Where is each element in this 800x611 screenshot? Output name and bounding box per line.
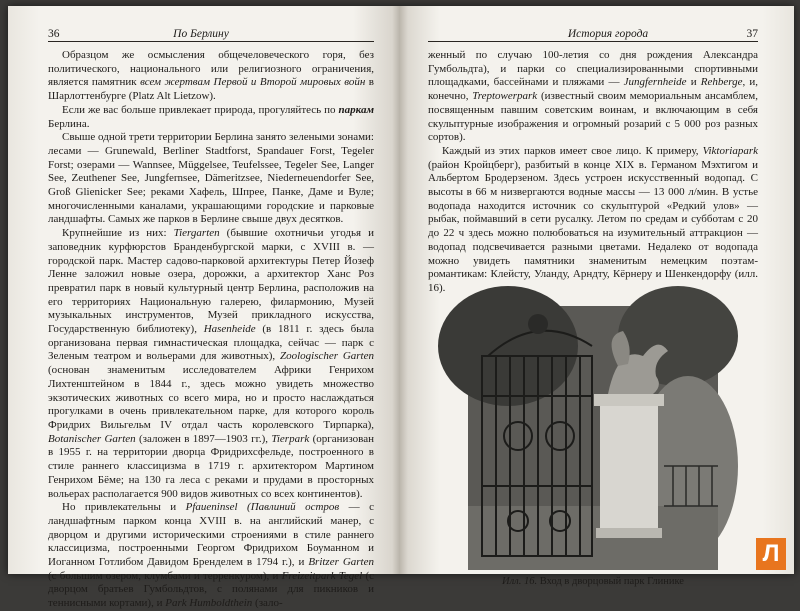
text-run: Zoologischer Garten xyxy=(279,350,374,363)
text-run: (зало- xyxy=(252,597,283,610)
park-gate-photo xyxy=(468,306,718,570)
text-run: (основан знаменитым исследователем Африки Генрихом Лихтенштейном в 1844 г., здесь можно увидеть множество экзотических животных со всего мира, но и просто наслаждаться прогулками в очень привлекательном парке, для которого король Фридрих Вильгельм IV отдал часть королевского Тирпарка), xyxy=(48,364,374,431)
text-run: (известный своим мемориальным ансамблем, посвященным павшим советским воинам, и включающим в себя скульптурные изображения и огромный розарий с 5 000 роз разных сортов). xyxy=(428,90,758,144)
text-run: Viktoriapark xyxy=(702,144,758,157)
right-page xyxy=(400,6,794,587)
text-run: Rehberge xyxy=(700,76,743,89)
paragraph xyxy=(48,501,374,611)
text-run: Крупнейшие из них: xyxy=(62,227,174,240)
text-run: Tierpark xyxy=(271,432,310,445)
text-run: — с ландшафтным парком конца XVIII в. на английский манер, с дворцом и другими историческими строениями в стиле раннего классицизма, построенными Георгом Фридрихом Боуманном и Иоганном Готлибом Давидом Бренделем в 1794 г.), и xyxy=(48,501,375,569)
figure-caption xyxy=(428,576,758,587)
book-spread xyxy=(8,6,794,610)
text-run: Pfaueninsel (Павлиний остров xyxy=(185,501,340,514)
text-run: (организован в 1955 г. на территории дворца Фридрихсфельде, построенного в стиле раннего классицизма в 1719 г. архитектором Мартином Генрихом Бёме; на 130 га леса с реками и прудами в просторных вольерах располагается 900 видов животных со всех континентов). xyxy=(48,432,375,500)
text-run: Но привлекательны и xyxy=(62,501,186,514)
running-title: История города xyxy=(567,28,649,40)
text-run: Если же вас больше привлекает природа, прогуляйтесь по xyxy=(62,103,339,116)
left-page xyxy=(8,6,400,610)
text-run: всем жертвам Первой и Второй мировых войн xyxy=(140,76,366,89)
text-run: Treptowerpark xyxy=(472,90,538,103)
text-run: Образцом же осмысления общечеловеческого горя, без политического, национального или религиозного ограничения, является памятник xyxy=(48,49,374,89)
running-title: По Берлину xyxy=(173,28,229,40)
text-run: (район Кройцберг), разбитый в конце XIX в. Германом Мэхтигом и Альбертом Бродерзеном. Здесь устроен искусственный водопад. С высоты в 66 м низвергаются водные массы — 13 000 л/мин. В устье водопада находится источник со скульптурой «Редкий улов» — рыбак, поймавший в сети русалку. Летом по средам и субботам с 20 до 22 ч здесь можно полюбоваться на изумительный аттракцион — водопад подсвечивается разными цветами. Недалеко от водопада можно увидеть памятники знаменитым немецким поэтам-романтикам: Клейсту, Уланду, Арндту, Кёрнеру и Шенкендорфу (илл. 16). xyxy=(428,158,758,294)
paragraph xyxy=(48,131,374,227)
text-run: Каждый из этих парков имеет свое лицо. К примеру, xyxy=(442,144,703,157)
caption-label: Илл. 16. xyxy=(502,575,538,587)
text-run: (заложен в 1897—1903 гг.), xyxy=(135,432,272,445)
paragraph xyxy=(48,49,374,104)
right-running-head xyxy=(428,28,758,42)
text-run: (с большим озером, клумбами и терренкуром), и xyxy=(48,569,282,582)
text-run: Park Humboldthein xyxy=(165,597,253,610)
text-run: (бывшие охотничьи угодья и заповедник курфюрстов Бранденбургской марки, с XVIII в. — городской парк. Мастер садово-парковой архитектуры Петер Йозеф Ленне заложил новые озера, дорожки, а архитектор Ханс Роз превратил парк в новый культурный центр Берлина, расположив на его территориях Национальную галерею, филармонию, Музей музыкальных инструментов, Музей прикладного искусства, Государственную библиотеку), xyxy=(48,227,374,336)
text-run: Берлина. xyxy=(48,117,90,130)
page-number: 36 xyxy=(48,28,60,40)
text-run: паркам xyxy=(338,103,374,116)
text-run: (с дворцом братьев Гумбольдтов, с полянами для пикников и теннисными кортами), и xyxy=(48,569,374,610)
text-run: Hasenheide xyxy=(203,323,256,336)
page-number: 37 xyxy=(746,28,758,40)
right-body-text xyxy=(428,49,758,296)
watermark-letter: Л xyxy=(762,540,780,567)
watermark-logo-icon xyxy=(756,538,786,570)
caption-text: Вход в дворцовый парк Глинике xyxy=(539,575,684,587)
text-run: в Шарлоттенбурге (Platz Alt Lietzow). xyxy=(48,76,375,103)
text-run: (в 1811 г. здесь была организована первая гимнастическая площадка, сейчас — парк с Зеленым театром и вольерами для животных), xyxy=(48,323,374,363)
gate-illustration xyxy=(468,306,718,570)
text-run: , и, конечно, xyxy=(428,76,758,103)
text-run: Jungfernheide xyxy=(623,76,687,89)
paragraph xyxy=(48,104,374,131)
text-run: Свыше одной трети территории Берлина занято зелеными зонами: лесами — Grunewald, Berliner Stadtforst, Spandauer Forst, Tegeler Forst; озерами — Wannsee, Müggelsee, Teufelssee, Tegeler See, Langer See, Zeuthener See, Jungfernsee, Dämeritzsee, Niederneuendorfer See, Groß Glienicker See; реками Хафель, Шпрее, Панке, Даме и Вуле; многочисленными каналами, украшающими городские и парковые ландшафты. Самых же парков в Берлине свыше двух десятков. xyxy=(48,131,374,226)
paragraph xyxy=(48,227,374,501)
paragraph xyxy=(428,49,758,145)
paragraph xyxy=(428,145,758,296)
text-run: Britzer Garten xyxy=(308,556,374,569)
text-run: Botanischer Garten xyxy=(48,432,136,445)
text-run: женный по случаю 100-летия со дня рождения Александра Гумбольдта), и парки со специализированными спортивными площадками, бассейнами и пляжами — xyxy=(428,49,758,89)
left-running-head xyxy=(48,28,374,42)
text-run: Freizeitpark Tegel xyxy=(281,569,363,582)
text-run: Tiergarten xyxy=(173,227,220,240)
text-run: и xyxy=(686,76,701,89)
left-body-text xyxy=(48,49,374,611)
